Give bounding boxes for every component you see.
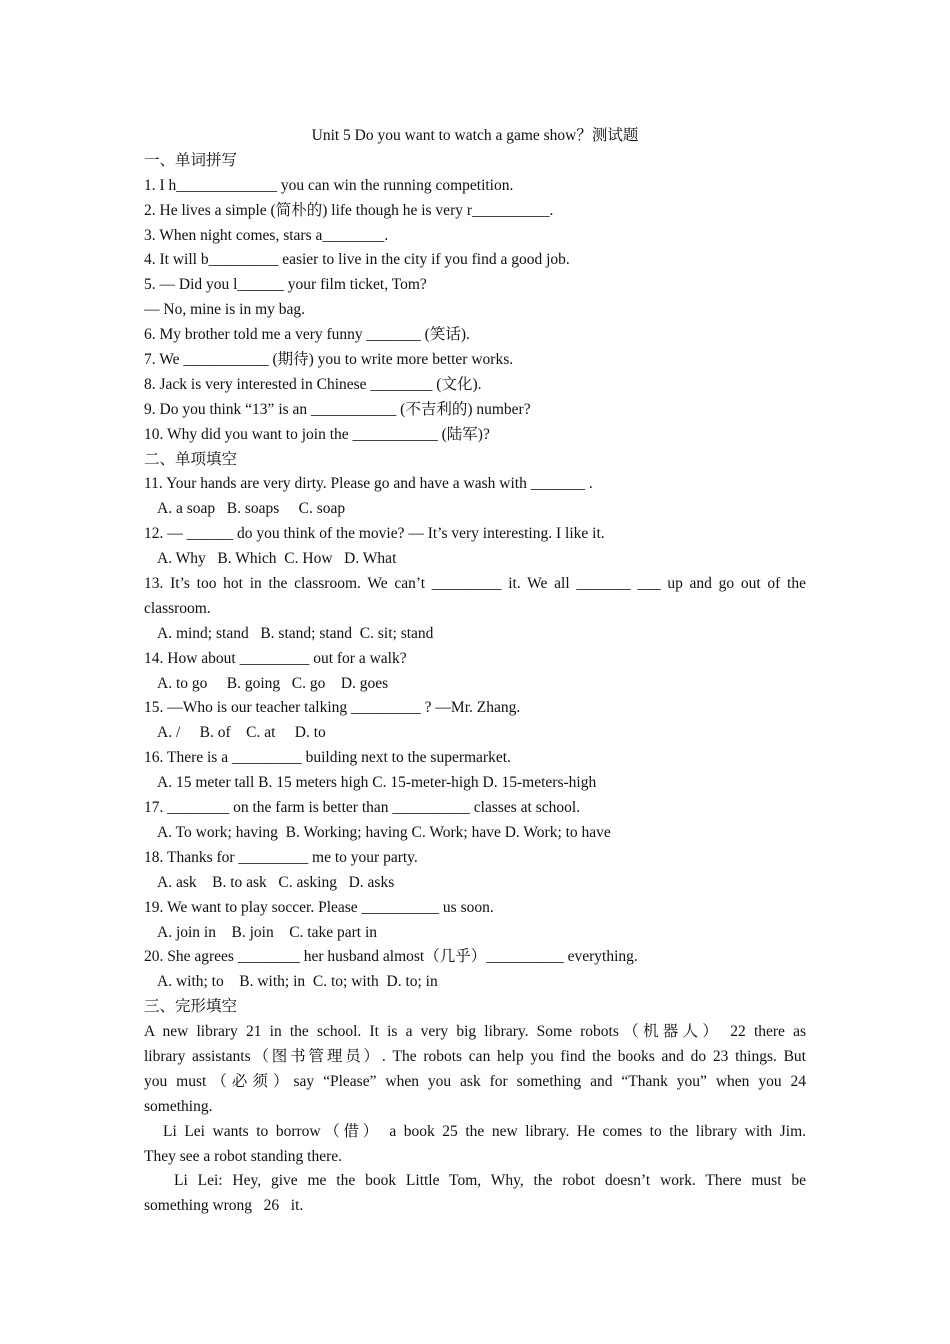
answer-options: A. To work; having B. Working; having C. Work; have D. Work; to have	[157, 823, 611, 841]
section-heading-cloze: 三、完形填空	[144, 998, 238, 1016]
answer-options: A. mind; stand B. stand; stand C. sit; stand	[157, 624, 434, 642]
question-line: 7. We ___________ (期待) you to write more better works.	[144, 351, 514, 369]
answer-options: A. a soap B. soaps C. soap	[157, 500, 346, 518]
choice-section	[144, 472, 806, 995]
question-line: something wrong 26 it.	[144, 1197, 304, 1215]
question-line: 5. — Did you l______ your film ticket, Tom?	[144, 276, 427, 294]
document-page	[144, 124, 806, 1219]
answer-options: A. ask B. to ask C. asking D. asks	[157, 873, 395, 891]
question-line: 4. It will b_________ easier to live in the city if you find a good job.	[144, 251, 570, 269]
page-title: Unit 5 Do you want to watch a game show？测试题	[311, 127, 639, 144]
question-line: A new library 21 in the school. It is a very big library. Some robots（机器人） 22 there as	[144, 1023, 806, 1041]
question-line: 18. Thanks for _________ me to your party.	[144, 848, 418, 866]
answer-options: A. / B. of C. at D. to	[157, 724, 326, 742]
cloze-section	[144, 1020, 806, 1219]
question-line: 1. I h_____________ you can win the running competition.	[144, 176, 514, 194]
question-line: 8. Jack is very interested in Chinese ________ (文化).	[144, 375, 482, 393]
question-line: Li Lei: Hey, give me the book Little Tom, Why, the robot doesn’t work. There must be	[174, 1172, 806, 1190]
question-line: classroom.	[144, 599, 211, 617]
question-line: 6. My brother told me a very funny _______ (笑话).	[144, 326, 470, 344]
answer-options: A. 15 meter tall B. 15 meters high C. 15-meter-high D. 15-meters-high	[157, 774, 597, 792]
question-line: 16. There is a _________ building next to the supermarket.	[144, 749, 511, 767]
question-line: 14. How about _________ out for a walk?	[144, 649, 407, 667]
question-line: 17. ________ on the farm is better than __________ classes at school.	[144, 799, 581, 817]
section-heading-spelling: 一、单词拼写	[144, 151, 238, 169]
question-line: 10. Why did you want to join the ___________ (陆军)?	[144, 425, 490, 443]
section-heading-choice: 二、单项填空	[144, 450, 238, 468]
question-line: 3. When night comes, stars a________.	[144, 226, 389, 244]
answer-options: A. join in B. join C. take part in	[157, 923, 377, 941]
question-line: 19. We want to play soccer. Please __________ us soon.	[144, 898, 494, 916]
question-line: you must（必须）say “Please” when you ask for something and “Thank you” when you 24	[144, 1072, 806, 1090]
spelling-section	[144, 174, 806, 448]
question-line: 2. He lives a simple (简朴的) life though he is very r__________.	[144, 201, 554, 219]
question-line: They see a robot standing there.	[144, 1147, 342, 1165]
answer-options: A. Why B. Which C. How D. What	[157, 550, 397, 568]
question-line: 20. She agrees ________ her husband almost（几乎）__________ everything.	[144, 948, 638, 966]
question-line: 11. Your hands are very dirty. Please go and have a wash with _______ .	[144, 475, 593, 493]
question-line: library assistants（图书管理员）. The robots can help you find the books and do 23 things. But	[144, 1047, 806, 1065]
question-line: 12. — ______ do you think of the movie? — It’s very interesting. I like it.	[144, 525, 605, 543]
question-line: 15. —Who is our teacher talking _________ ? —Mr. Zhang.	[144, 699, 521, 717]
question-line: Li Lei wants to borrow（借） a book 25 the new library. He comes to the library with Jim.	[163, 1122, 806, 1140]
question-line: — No, mine is in my bag.	[144, 301, 306, 319]
answer-options: A. with; to B. with; in C. to; with D. to; in	[157, 973, 438, 991]
question-line: 9. Do you think “13” is an ___________ (不吉利的) number?	[144, 400, 531, 418]
question-line: something.	[144, 1097, 213, 1115]
question-line: 13. It’s too hot in the classroom. We can’t _________ it. We all _______ ___ up and go out of the	[144, 575, 806, 593]
answer-options: A. to go B. going C. go D. goes	[157, 674, 389, 692]
